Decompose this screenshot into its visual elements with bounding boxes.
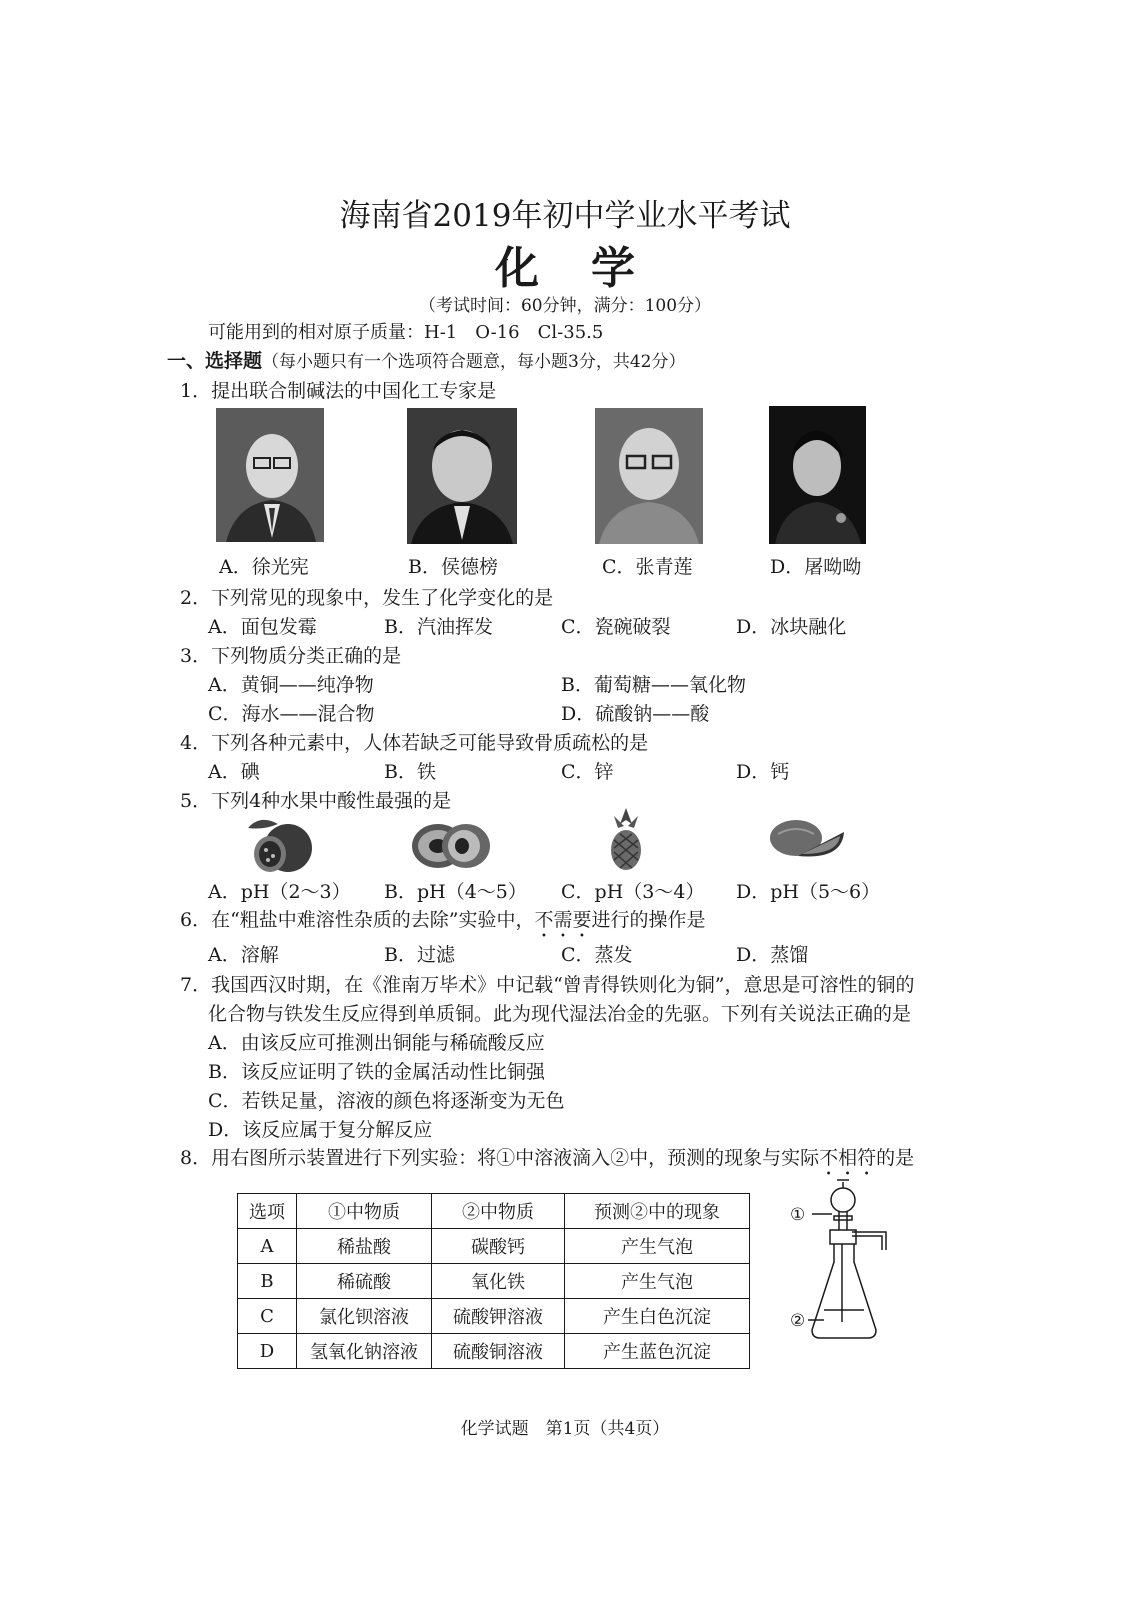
q5-stem: 5．下列4种水果中酸性最强的是 [180, 790, 452, 812]
q8-cell: 硫酸钾溶液 [432, 1299, 565, 1334]
flask-apparatus-diagram [790, 1170, 900, 1350]
table-row [238, 1334, 750, 1369]
q6-option-a: A．溶解 [208, 944, 279, 966]
q7-option-b: B．该反应证明了铁的金属活动性比铜强 [208, 1061, 545, 1083]
q3-option-a: A．黄铜——纯净物 [208, 674, 374, 696]
q8-cell: 产生蓝色沉淀 [565, 1334, 750, 1369]
q8-cell: 产生白色沉淀 [565, 1299, 750, 1334]
q6-option-d: D．蒸馏 [736, 944, 809, 966]
table-row [238, 1299, 750, 1334]
q6-option-b: B．过滤 [384, 944, 455, 966]
q6-stem-emphasis: 不需要 [534, 909, 592, 931]
papaya-image [408, 816, 492, 876]
q2-stem: 2．下列常见的现象中，发生了化学变化的是 [180, 587, 554, 609]
table-row [238, 1229, 750, 1264]
section-heading-note: （每小题只有一个选项符合题意，每小题3分，共42分） [262, 352, 686, 372]
q3-option-d: D．硫酸钠——酸 [561, 703, 710, 725]
q8-cell: 稀盐酸 [297, 1229, 432, 1264]
q8-table-header-row [238, 1194, 750, 1229]
subject-title: 化学 [495, 243, 687, 294]
q2-option-a: A．面包发霉 [208, 616, 317, 638]
portrait-photo-a [216, 408, 324, 542]
q8-header-option: 选项 [238, 1194, 297, 1229]
q8-cell: D [238, 1334, 297, 1369]
passion-fruit-image [244, 814, 318, 880]
q5-option-b: B．pH（4～5） [384, 881, 527, 903]
q8-cell: B [238, 1264, 297, 1299]
q8-cell: 氢氧化钠溶液 [297, 1334, 432, 1369]
q8-cell: 氧化铁 [432, 1264, 565, 1299]
portrait-photo-c [595, 408, 703, 544]
q3-option-c: C．海水——混合物 [208, 703, 375, 725]
q3-option-b: B．葡萄糖——氧化物 [561, 674, 746, 696]
q5-option-a: A．pH（2～3） [208, 881, 351, 903]
q8-header-substance-1: ①中物质 [297, 1194, 432, 1229]
pineapple-image [604, 808, 648, 876]
q8-header-prediction: 预测②中的现象 [565, 1194, 750, 1229]
q7-stem-line-1: 7．我国西汉时期，在《淮南万毕术》中记载“曾青得铁则化为铜”，意思是可溶性的铜的 [180, 974, 915, 996]
q4-option-d: D．钙 [736, 761, 790, 783]
q8-cell: A [238, 1229, 297, 1264]
q8-stem-part-1: 8．用右图所示装置进行下列实验：将①中溶液滴入②中，预测的现象与实际 [180, 1147, 820, 1169]
q8-cell: 氯化钡溶液 [297, 1299, 432, 1334]
q6-stem [180, 905, 706, 942]
page-footer: 化学试题 第1页（共4页） [460, 1419, 670, 1439]
table-row [238, 1264, 750, 1299]
portrait-photo-d [769, 406, 866, 544]
q8-stem-part-3: 的是 [876, 1147, 915, 1169]
q8-cell: 稀硫酸 [297, 1264, 432, 1299]
q8-cell: 产生气泡 [565, 1229, 750, 1264]
q7-option-c: C．若铁足量，溶液的颜色将逐渐变为无色 [208, 1090, 565, 1112]
q4-option-b: B．铁 [384, 761, 436, 783]
portrait-photo-b [407, 408, 517, 544]
q5-option-d: D．pH（5～6） [736, 881, 881, 903]
q7-option-d: D．该反应属于复分解反应 [208, 1119, 433, 1141]
q8-stem-emphasis: 不相符 [819, 1147, 877, 1169]
atomic-mass-note: 可能用到的相对原子质量：H-1 O-16 Cl-35.5 [208, 322, 604, 343]
q2-option-c: C．瓷碗破裂 [561, 616, 671, 638]
q7-option-a: A．由该反应可推测出铜能与稀硫酸反应 [208, 1032, 545, 1054]
q5-option-c: C．pH（3～4） [561, 881, 705, 903]
q4-stem: 4．下列各种元素中，人体若缺乏可能导致骨质疏松的是 [180, 732, 649, 754]
q2-option-b: B．汽油挥发 [384, 616, 493, 638]
q1-stem: 1．提出联合制碱法的中国化工专家是 [180, 380, 497, 402]
section-heading-label: 一、选择题 [167, 350, 263, 372]
section-heading [167, 346, 685, 373]
q4-option-a: A．碘 [208, 761, 260, 783]
exam-title: 海南省2019年初中学业水平考试 [339, 198, 791, 234]
q8-header-substance-2: ②中物质 [432, 1194, 565, 1229]
q6-option-c: C．蒸发 [561, 944, 633, 966]
q1-option-b: B．侯德榜 [408, 556, 498, 578]
apparatus-label-1: ① [790, 1205, 806, 1225]
q4-option-c: C．锌 [561, 761, 614, 783]
q8-table [237, 1193, 750, 1369]
q1-option-c: C．张青莲 [602, 556, 693, 578]
q8-cell: 碳酸钙 [432, 1229, 565, 1264]
watermelon-image [768, 816, 848, 870]
q8-cell: 硫酸铜溶液 [432, 1334, 565, 1369]
apparatus-label-2: ② [790, 1311, 806, 1331]
q3-stem: 3．下列物质分类正确的是 [180, 645, 402, 667]
q7-stem-line-2: 化合物与铁发生反应得到单质铜。此为现代湿法冶金的先驱。下列有关说法正确的是 [208, 1003, 912, 1025]
q2-option-d: D．冰块融化 [736, 616, 847, 638]
exam-duration: （考试时间：60分钟，满分：100分） [418, 296, 712, 316]
q8-cell: C [238, 1299, 297, 1334]
q1-option-a: A．徐光宪 [219, 556, 309, 578]
q8-cell: 产生气泡 [565, 1264, 750, 1299]
q6-stem-part-3: 进行的操作是 [591, 909, 706, 931]
q6-stem-part-1: 6．在“粗盐中难溶性杂质的去除”实验中， [180, 909, 535, 931]
q1-option-d: D．屠呦呦 [770, 556, 862, 578]
